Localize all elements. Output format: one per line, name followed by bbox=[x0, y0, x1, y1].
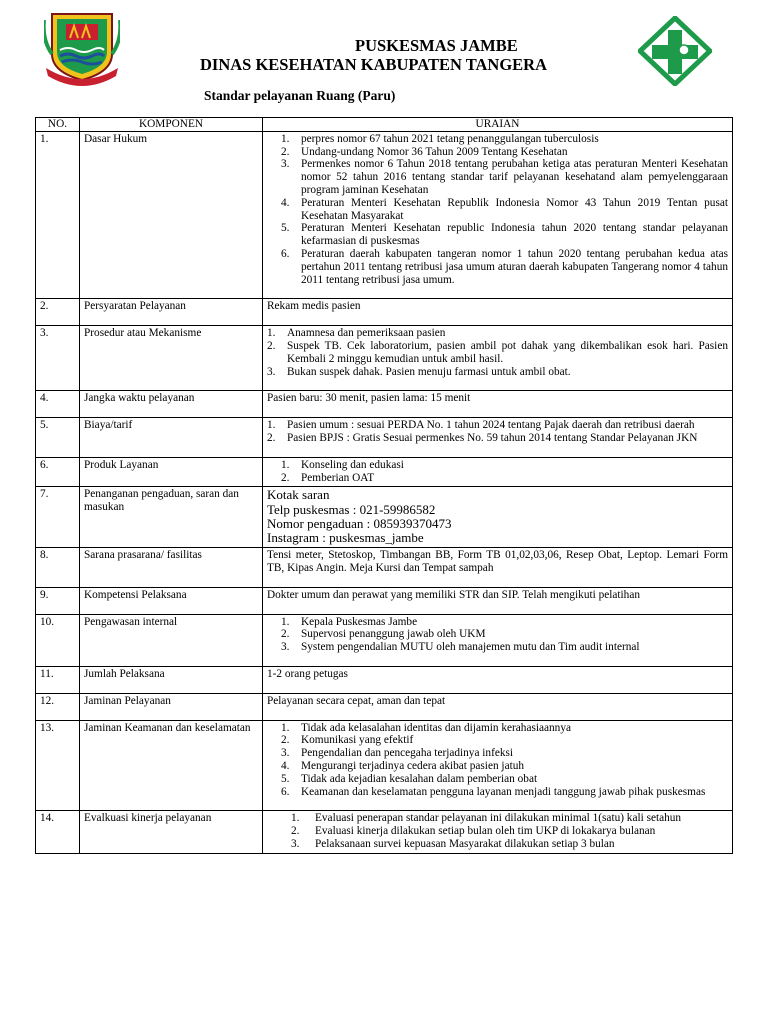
list-item: 5. Peraturan Menteri Kesehatan republic Indonesia tahun 2020 tentang standar pelayanan kefarmasian di puskesmas bbox=[281, 222, 728, 248]
list-item: 1. perpres nomor 67 tahun 2021 tetang penanggulangan tuberculosis bbox=[281, 132, 599, 145]
numbered-list bbox=[267, 722, 728, 799]
numbered-list bbox=[267, 812, 728, 850]
row-number: 9. bbox=[36, 587, 80, 614]
row-component: Jangka waktu pelayanan bbox=[80, 391, 263, 418]
row-number: 6. bbox=[36, 457, 80, 487]
numbered-list bbox=[267, 133, 728, 287]
list-item: 1. Tidak ada kelasalahan identitas dan dijamin kerahasiaannya bbox=[281, 721, 571, 734]
table-row bbox=[36, 131, 733, 299]
list-item: 6. Keamanan dan keselamatan pengguna layanan menjadi tanggung jawab pihak puskesmas bbox=[281, 785, 706, 798]
row-component: Jaminan Keamanan dan keselamatan bbox=[80, 720, 263, 811]
list-item: 3. Pengendalian dan pencegaha terjadinya infeksi bbox=[281, 747, 514, 760]
row-component: Biaya/tarif bbox=[80, 418, 263, 458]
list-item: 1. Evaluasi penerapan standar pelayanan ini dilakukan minimal 1(satu) kali setahun bbox=[291, 812, 682, 825]
row-component: Pengawasan internal bbox=[80, 614, 263, 666]
row-number: 1. bbox=[36, 131, 80, 299]
list-item: 3. System pengendalian MUTU oleh manajemen mutu dan Tim audit internal bbox=[281, 641, 640, 654]
row-component: Sarana prasarana/ fasilitas bbox=[80, 548, 263, 588]
column-header-no: NO. bbox=[36, 118, 80, 132]
numbered-list bbox=[267, 616, 728, 654]
list-item: 1. Anamnesa dan pemeriksaan pasien bbox=[267, 327, 446, 340]
row-description bbox=[263, 131, 733, 299]
row-number: 7. bbox=[36, 487, 80, 548]
complaint-channel-line: Kotak saran bbox=[267, 487, 330, 503]
table-row bbox=[36, 587, 733, 614]
list-item: 2. Pemberian OAT bbox=[281, 471, 375, 484]
row-description: Pasien baru: 30 menit, pasien lama: 15 menit bbox=[263, 391, 733, 418]
row-number: 3. bbox=[36, 326, 80, 391]
row-number: 5. bbox=[36, 418, 80, 458]
list-item: 6. Peraturan daerah kabupaten tangeran nomor 1 tahun 2020 tentang perubahan kedua atas pertahun 2011 tentang retribusi jasa umum aturan daerah kabupaten Tangerang nomor 4 tahun 2011 tentang retribusi jasa umum. bbox=[281, 247, 728, 286]
list-item: 2. Evaluasi kinerja dilakukan setiap bulan oleh tim UKP di lokakarya bulanan bbox=[291, 825, 656, 838]
row-description bbox=[263, 326, 733, 391]
row-description bbox=[263, 811, 733, 853]
row-description: 1-2 orang petugas bbox=[263, 666, 733, 693]
column-header-uraian: URAIAN bbox=[263, 118, 733, 132]
list-item: 1. Pasien umum : sesuai PERDA No. 1 tahun 2024 tentang Pajak daerah dan retribusi daerah bbox=[267, 419, 695, 432]
list-item: 2. Komunikasi yang efektif bbox=[281, 734, 414, 747]
row-number: 11. bbox=[36, 666, 80, 693]
list-item: 3. Permenkes nomor 6 Tahun 2018 tentang perubahan ketiga atas peraturan Menteri Kesehatan nomor 52 tahun 2016 tentang standar tarif pelayanan kesehatand alam pemyelenggaraan program jaminan Kesehatan bbox=[281, 158, 728, 196]
row-component: Penanganan pengaduan, saran dan masukan bbox=[80, 487, 263, 548]
row-description: Dokter umum dan perawat yang memiliki STR dan SIP. Telah mengikuti pelatihan bbox=[263, 587, 733, 614]
complaint-channel-line: Instagram : puskesmas_jambe bbox=[267, 529, 424, 545]
numbered-list bbox=[267, 459, 728, 485]
row-number: 8. bbox=[36, 548, 80, 588]
row-description bbox=[263, 418, 733, 458]
document-subtitle: Standar pelayanan Ruang (Paru) bbox=[204, 88, 396, 103]
row-number: 12. bbox=[36, 693, 80, 720]
list-item: 1. Konseling dan edukasi bbox=[281, 458, 404, 471]
column-header-komponen: KOMPONEN bbox=[80, 118, 263, 132]
list-item: 3. Bukan suspek dahak. Pasien menuju farmasi untuk ambil obat. bbox=[267, 365, 571, 378]
list-item: 2. Suspek TB. Cek laboratorium, pasien ambil pot dahak yang dikembalikan esok hari. Pasien Kembali 2 minggu kemudian untuk ambil hasil. bbox=[267, 339, 728, 365]
list-item: 1. Kepala Puskesmas Jambe bbox=[281, 615, 418, 628]
table-row bbox=[36, 326, 733, 391]
puskesmas-logo-icon bbox=[638, 16, 712, 86]
row-component: Evalkuasi kinerja pelayanan bbox=[80, 811, 263, 853]
table-row bbox=[36, 487, 733, 548]
list-item: 4. Peraturan Menteri Kesehatan Republik Indonesia Nomor 43 Tahun 2019 Tentan pusat Kesehatan Masyarakat bbox=[281, 196, 728, 222]
table-row bbox=[36, 418, 733, 458]
list-item: 2. Supervosi penanggung jawab oleh UKM bbox=[281, 628, 486, 641]
complaint-channel-line: Nomor pengaduan : 085939370473 bbox=[267, 515, 452, 531]
row-component: Produk Layanan bbox=[80, 457, 263, 487]
table-row bbox=[36, 693, 733, 720]
row-number: 14. bbox=[36, 811, 80, 853]
row-number: 4. bbox=[36, 391, 80, 418]
row-component: Kompetensi Pelaksana bbox=[80, 587, 263, 614]
table-row bbox=[36, 666, 733, 693]
list-item: 5. Tidak ada kejadian kesalahan dalam pemberian obat bbox=[281, 772, 538, 785]
row-number: 13. bbox=[36, 720, 80, 811]
table-row bbox=[36, 811, 733, 853]
table-row bbox=[36, 614, 733, 666]
table-row bbox=[36, 391, 733, 418]
table-header-row bbox=[36, 118, 733, 132]
row-component: Dasar Hukum bbox=[80, 131, 263, 299]
row-number: 2. bbox=[36, 299, 80, 326]
table-row bbox=[36, 457, 733, 487]
row-description: Pelayanan secara cepat, aman dan tepat bbox=[263, 693, 733, 720]
row-component: Persyaratan Pelayanan bbox=[80, 299, 263, 326]
list-item: 4. Mengurangi terjadinya cedera akibat pasien jatuh bbox=[281, 759, 525, 772]
service-standard-table bbox=[35, 117, 733, 854]
row-component: Jaminan Pelayanan bbox=[80, 693, 263, 720]
row-component: Jumlah Pelaksana bbox=[80, 666, 263, 693]
row-component: Prosedur atau Mekanisme bbox=[80, 326, 263, 391]
row-number: 10. bbox=[36, 614, 80, 666]
list-item: 2. Undang-undang Nomor 36 Tahun 2009 Tentang Kesehatan bbox=[281, 145, 568, 158]
list-item: 2. Pasien BPJS : Gratis Sesuai permenkes No. 59 tahun 2014 tentang Standar Pelayanan JKN bbox=[267, 431, 698, 444]
row-description bbox=[263, 457, 733, 487]
table-row bbox=[36, 299, 733, 326]
numbered-list bbox=[267, 419, 728, 445]
row-description: Rekam medis pasien bbox=[263, 299, 733, 326]
kabupaten-tangerang-emblem-icon bbox=[44, 10, 120, 88]
complaint-channel-line: Telp puskesmas : 021-59986582 bbox=[267, 501, 436, 517]
row-description: Tensi meter, Stetoskop, Timbangan BB, Form TB 01,02,03,06, Resep Obat, Leptop. Lemari Form TB, Kipas Angin. Meja Kursi dan Tempat sampah bbox=[263, 548, 733, 588]
list-item: 3. Pelaksanaan survei kepuasan Masyarakat dilakukan setiap 3 bulan bbox=[291, 837, 615, 850]
row-description bbox=[263, 720, 733, 811]
table-row bbox=[36, 720, 733, 811]
header-department: DINAS KESEHATAN KABUPATEN TANGERA bbox=[200, 55, 548, 74]
row-description bbox=[263, 487, 733, 548]
row-description bbox=[263, 614, 733, 666]
numbered-list bbox=[267, 327, 728, 378]
table-row bbox=[36, 548, 733, 588]
